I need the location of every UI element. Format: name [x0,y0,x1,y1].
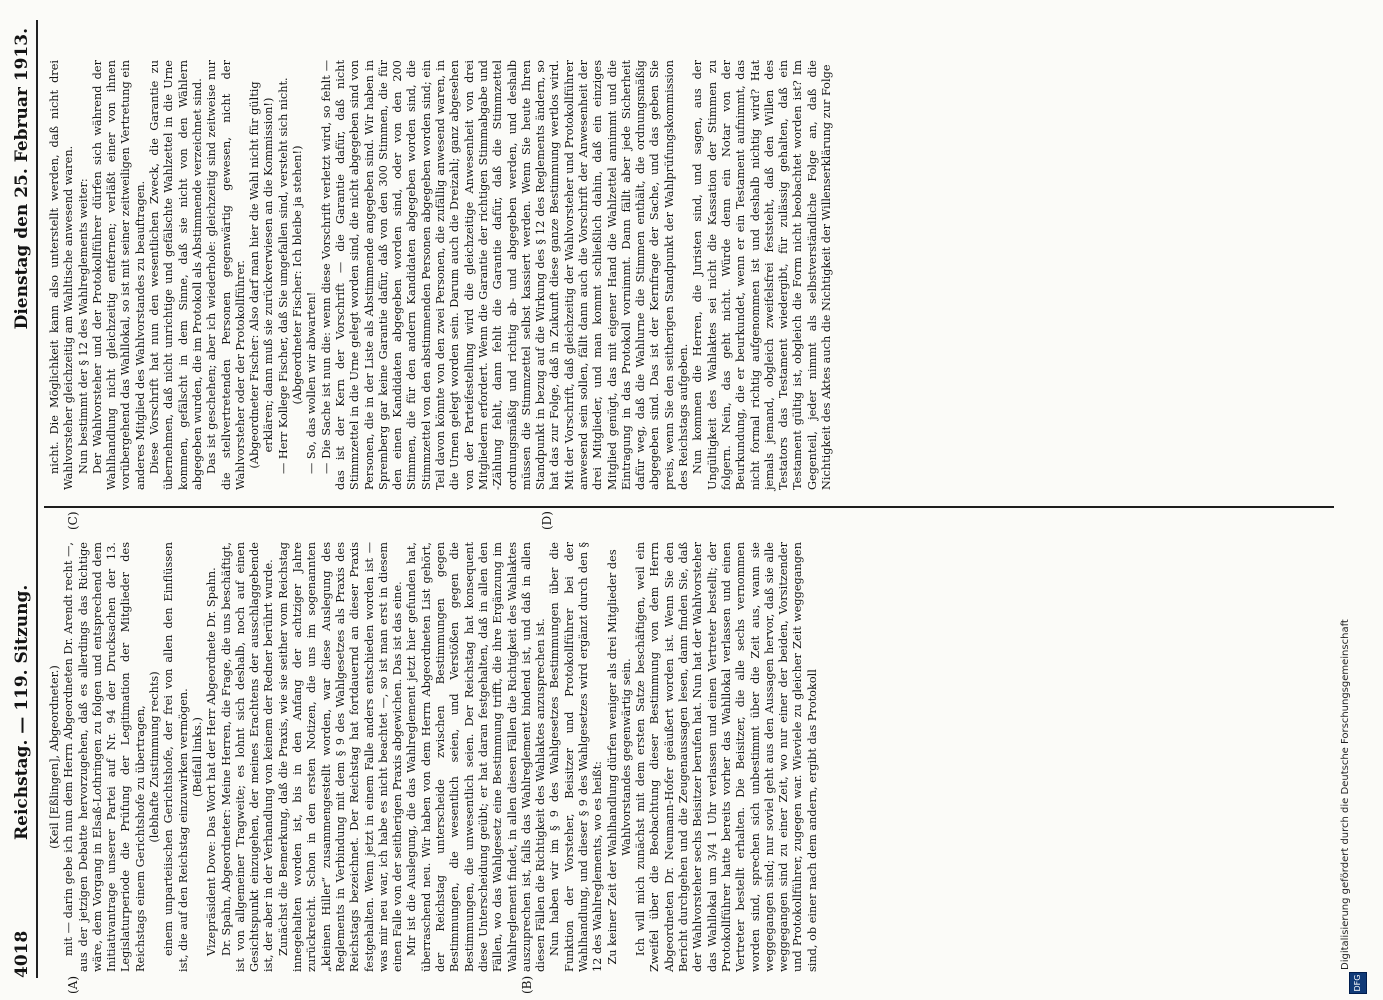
paragraph: Mir ist die Auslegung, die das Wahlreglement jetzt hier gefunden hat, überraschend neu. Wir haben von dem Herrn Abgeordneten List gehört, der Reichstag unterscheide zwischen Bestimmungen gegen Bestimmungen, die wesentlich seien, und Verstößen gegen die Bestimmungen, die unwesentlich seien. Der Reichstag hat konsequent diese Unterscheidung geübt; er hat daran festgehalten, daß in allen den Fällen, wo das Wahlgesetz eine Bestimmung trifft, die ihre Ergänzung im Wahlreglement findet, in allen diesen Fällen die Richtigkeit des Wahlaktes auszuprechen ist, falls das Wahlreglement bindend ist, und daß in allen diesen Fällen die Richtigkeit des Wahlaktes anzusprechen ist. [405,542,548,972]
paragraph: Diese Vorschrift hat nun den wesentlichen Zweck, die Garantie zu übernehmen, daß nicht unrichtige und gefälschte Wahlzettel in die Urne kommen, gefälscht in dem Sinne, daß sie nicht von den Wählern abgegeben wurden, die im Protokoll als Abstimmende verzeichnet sind. [148,60,204,490]
page-number: 4018 [12,930,32,978]
dfg-logo-icon: DFG [1349,972,1367,994]
quotation: Der Wahlvorsteher und der Protokollführer dürfen sich während der Wahlhandlung nicht gleichzeitig entfernen; verläßt einer von ihnen vorübergehend das Wahllokal, so ist mit seiner zeitweiligen Vertretung ein anderes Mitglied des Wahlvorstandes zu beauftragen. [90,60,147,490]
header-rule [36,20,38,978]
speaker-continuation: (Keil [Eßlingen], Abgeordneter.) [48,665,61,849]
margin-mark-a: (A) [66,975,80,994]
paragraph: einem unparteiischen Gerichtshofe, der frei von allen den Einflüssen ist, die auf den Reichstag einzuwirken vermögen. [162,542,190,972]
right-column [48,60,834,490]
paragraph: Ich will mich zunächst mit dem ersten Satze beschäftigen, weil ein Zweifel über die Beobachtung dieser Bestimmung von dem Herrn Abgeordneten Dr. Neumann-Hofer geäußert worden ist. Wenn Sie den Bericht durchgehen und die Zeugenaussagen lesen, dann finden Sie, daß der Wahlvorsteher sechs Beisitzer berufen hat. Nun hat der Wahlvorsteher das Wahllokal um 3/4 1 Uhr verlassen und einen Vertreter bestellt; der Protokollführer hatte bereits vorher das Wahllokal verlassen und einen Vertreter bestellt erhalten. Die Beisitzer, die alle sechs vernommen worden sind, sprechen sich unbestimmt über die Zeit aus, wann sie weggegangen sind; nur soviel geht aus den Aussagen hervor, daß sie alle weggegangen sind zu einer Zeit, wo nur einer der beiden, Vorsitzender und Protokollführer, zugegen war. Wieviele zu gleicher Zeit weggegangen sind, ob einer nach dem andern, ergibt das Protokoll [634,542,819,972]
paragraph: Das ist geschehen; aber ich wiederhole: gleichzeitig sind zeitweise nur die stellvertretenden Personen gegenwärtig gewesen, nicht der Wahlvorsteher oder der Protokollführer. [205,60,247,490]
interjection: (Abgeordneter Fischer: Ich bleibe ja stehen!) [291,145,305,405]
paragraph: mit — darin gebe ich nun dem Herrn Abgeordneten Dr. Arendt recht —, aus der jetzigen Debatte hervorzugehen, daß es allerdings das Richtige wäre, dem Vorgang in Elsaß-Lothringen zu folgen und entsprechend dem Initiativantrage unserer Partei auf Nr. 94 der Drucksachen der 13. Legislaturperiode die Prüfung der Legitimation der Mitglieder des Reichstags einem Gerichtshofe zu übertragen, [62,542,147,972]
interjection: (Abgeordneter Fischer: Also darf man hier die Wahl nicht für gültig erklären; dann muß sie zurückverwiesen an die Kommission!) [248,81,276,469]
page-title: Reichstag. — 119. Sitzung. [12,584,32,840]
paragraph: Dr. Spahn, Abgeordneter: Meine Herren, die Frage, die uns beschäftigt, ist von allgemeiner Tragweite; es lohnt sich deshalb, noch auf einen Gesichtspunkt einzugehen, der meines Erachtens der ausschlaggebende ist, der aber in der Verhandlung von keinem der Redner berührt wurde. [219,542,276,972]
paragraph: — Herr Kollege Fischer, daß Sie umgefallen sind, versteht sich nicht. [276,77,290,474]
margin-mark-d: (D) [540,511,554,530]
page-date: Dienstag den 25. Februar 1913. [12,28,32,330]
paragraph: — Die Sache ist nun die: wenn diese Vorschrift verletzt wird, so fehlt — das ist der Kern der Vorschrift — die Garantie dafür, daß nicht Stimmzettel in die Urne gelegt worden sind, die nicht abgegeben sind von Personen, die in der Liste als Abstimmende angegeben sind. Wir haben in Spremberg gar keine Garantie dafür, daß von den 300 Stimmen, die für den einen Kandidaten abgegeben worden sind, oder von den 200 Stimmen, die für den andern Kandidaten abgegeben worden sind, die Stimmzettel von den abstimmenden Personen abgegeben worden sind; ein Teil davon könnte von den zwei Personen, die zufällig anwesend waren, in die Urnen gelegt worden sein. Darum auch die Dreizahl; ganz abgesehen von der Parteifestellung wird die gleichzeitige Anwesenheit von drei Mitgliedern erfordert. Wenn die Garantie der richtigen Stimmabgabe und -Zählung fehlt, dann fehlt die Garantie dafür, daß die Stimmzettel ordnungsmäßig und richtig ab- und abgegeben werden, und deshalb müssen die Stimmzettel selbst kassiert werden. Wenn Sie heute Ihren Standpunkt in bezug auf die Wirkung des § 12 des Reglements ändern, so hat das zur Folge, daß in Zukunft diese ganze Bestimmung wertlos wird. Mit der Vorschrift, daß gleichzeitig der Wahlvorsteher und Protokollführer anwesend sein sollen, fällt dann auch die Vorschrift der Anwesenheit der drei Mitglieder, und man kommt schließlich dahin, daß ein einziges Mitglied genügt, das mit eigener Hand die Wahlzettel annimmt und die Eintragung in das Protokoll vornimmt. Dann fällt aber jede Sicherheit dafür weg, daß die Wahlurne die Stimmen enthält, die ordnungsmäßig abgegeben sind. Das ist der Kernfrage der Sache, und das geben Sie preis, wenn Sie den seitherigen Standpunkt der Wahlprüfungskommission des Reichstags aufgeben. [319,60,691,490]
quotation: Zu keiner Zeit der Wahlhandlung dürfen weniger als drei Mitglieder des Wahlvorstandes gegenwärtig sein. [605,549,633,965]
paragraph: Nun kommen die Herren, die Juristen sind, und sagen, aus der Ungültigkeit des Wahlaktes sei nicht die Kassation der Stimmen zu folgern. Nein, das geht nicht. Würde denn ein Notar von der Beurkundung, die er beurkundet, wenn er ein Testament aufnimmt, das nicht formal richtig aufgenommen ist und deshalb nichtig wird? Hat jemals jemand, obgleich zweifelsfrei feststeht, daß den Willen des Testators das Testament wiedergibt, für zulässig gehalten, daß ein Testament gültig ist, obgleich die Form nicht beobachtet worden ist? Im Gegenteil, jeder nimmt als selbstverständliche Folge an, daß die Nichtigkeit des Aktes auch die Nichtigkeit der Willenserklärung zur Folge [691,60,834,490]
paragraph: — So, das wollen wir abwarten! [305,291,319,474]
paragraph: Nun haben wir im § 9 des Wahlgesetzes Bestimmungen über die Funktion der Vorsteher, Beisitzer und Protokollführer bei der Wahlhandlung, und dieser § 9 des Wahlgesetzes wird ergänzt durch den § 12 des Wahlreglements, wo es heißt: [548,542,605,972]
paragraph: Zunächst die Bemerkung, daß die Praxis, wie sie seither vom Reichstag innegehalten worden ist, bis in den Anfang der achtziger Jahre zurückreicht. Schon in den ersten Notizen, die uns im sogenannten „kleinen Hiller“ zusammengestellt worden, war diese Auslegung des Reglements in Verbindung mit dem § 9 des Wahlgesetzes als Praxis des Reichstags bezeichnet. Der Reichstag hat fortdauernd an dieser Praxis festgehalten. Wenn jetzt in einem Falle anders entschieden worden ist — was mir neu war, ich habe es nicht beachtet —, so ist man erst in diesem einen Falle von der seitherigen Praxis abgewichen. Das ist das eine. [276,542,405,972]
interjection: (lebhafte Zustimmung rechts) [148,671,162,843]
margin-mark-c: (C) [66,511,80,530]
margin-mark-b: (B) [520,975,534,994]
paragraph: Vizepräsident Dove: Das Wort hat der Herr Abgeordnete Dr. Spahn. [205,567,219,956]
paragraph: nicht. Die Möglichkeit kann also unterstellt werden, daß nicht drei Wahlvorsteher gleichzeitig am Wahltische anwesend waren. [48,60,76,490]
column-divider [44,506,1334,508]
interjection: (Beifall links.) [190,717,204,797]
paragraph: Nun bestimmt der § 12 des Wahlreglements weiter: [76,178,90,474]
digitization-footer: Digitalisierung gefördert durch die Deutsche Forschungsgemeinschaft [1340,619,1351,970]
left-column [48,542,820,972]
